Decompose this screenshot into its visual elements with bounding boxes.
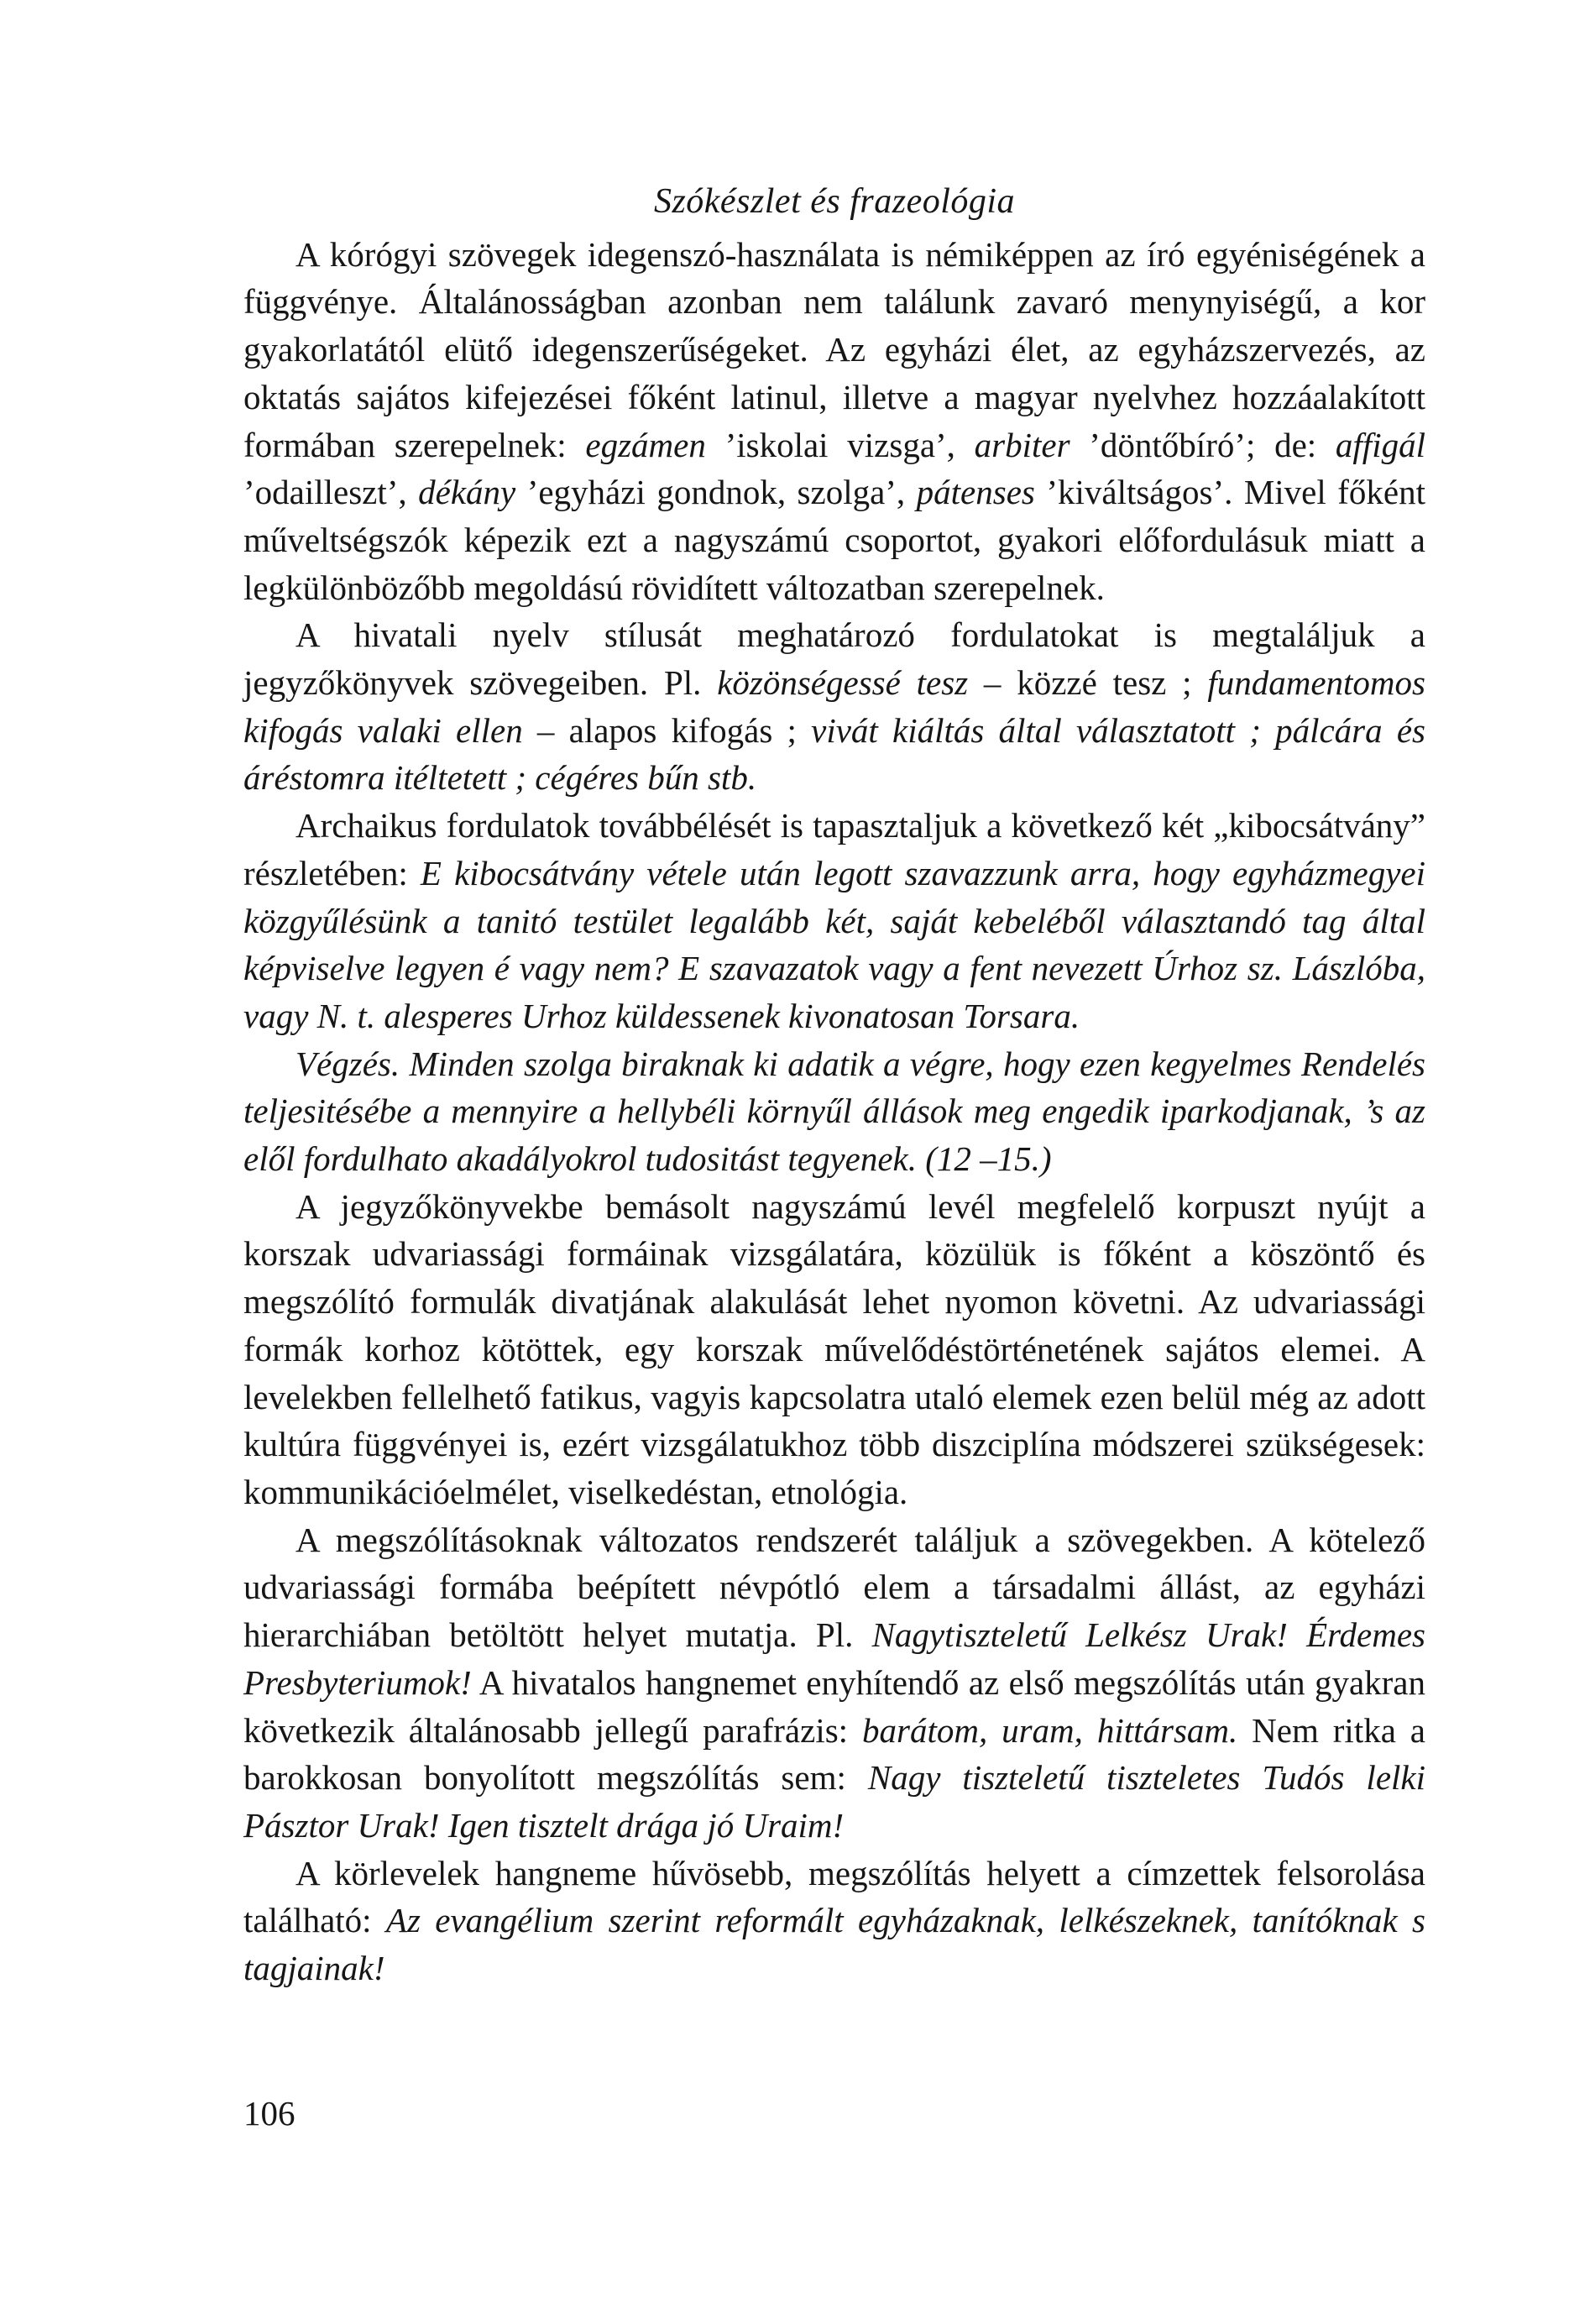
text-run: A jegyzőkönyvekbe bemásolt nagyszámú levél megfelelő korpuszt nyújt a korszak udvariassági formáinak vizsgálatára, közülük is főként a köszöntő és megszólító formulák divatjának alakulását lehet nyomon követni. Az udvariassági formák korhoz kötöttek, egy korszak művelődéstörténetének sajátos elemei. A levelekben fellelhető fatikus, vagyis kapcsolatra utaló elemek ezen belül még az adott kultúra függvényei is, ezért vizsgálatukhoz több diszciplína módszerei szükségesek: kommunikációelmélet, viselkedéstan, etnológia.: [243, 1186, 1425, 1511]
text-run: Nem ritka a barokkosan bonyolított megszólítás sem:: [243, 1710, 1426, 1798]
italic-text-run: affigál: [1335, 425, 1425, 464]
italic-text-run: Végzés. Minden szolga biraknak ki adatik a végre, hogy ezen kegyelmes Rendelés teljesitésébe a mennyire a hellybéli környűl állások meg engedik iparkodjanak, ’s az elől fordulhato akadályokrol tudositást tegyenek. (12 –15.): [243, 1044, 1425, 1179]
text-run: ’kiváltságos’. Mivel főként műveltségszók képezik ezt a nagyszámú csoportot, gyakori előfordulásuk miatt a legkülönbözőbb megoldású rövidített változatban szerepelnek.: [243, 473, 1425, 607]
italic-text-run: arbiter: [974, 425, 1070, 464]
italic-text-run: Nagytiszteletű Lelkész Urak! Érdemes Presbyteriumok!: [243, 1615, 1426, 1702]
text-run: Archaikus fordulatok továbbélését is tapasztaljuk a következő két „kibocsátvány” részletében:: [243, 806, 1425, 892]
text-run: A megszólításoknak változatos rendszerét találjuk a szövegekben. A kötelező udvariassági formába beépített névpótló elem a társadalmi állást, az egyházi hierarchiában betöltött helyet mutatja. Pl.: [243, 1520, 1425, 1655]
italic-text-run: egzámen: [585, 425, 706, 464]
text-run: A kórógyi szövegek idegenszó-használata is némiképpen az író egyéniségének a függvénye. Általánosságban azonban nem találunk zavaró menynyiségű, a kor gyakorlatától elütő idegenszerűségeket. Az egyházi élet, az egyházszervezés, az oktatás sajátos kifejezései főként latinul, illetve a magyar nyelvhez hozzáalakított formában szerepelnek:: [243, 234, 1425, 464]
italic-text-run: vivát kiáltás által választatott ; pálcára és áréstomra itéltetett ; cégéres bűn stb.: [243, 710, 1425, 798]
paragraph: [243, 1850, 1425, 1992]
paragraph: [243, 611, 1425, 802]
text-run: A hivatalos hangnemet enyhítendő az első megszólítás után gyakran következik általánosabb jellegű parafrázis:: [243, 1662, 1425, 1750]
italic-text-run: pátenses: [916, 473, 1035, 512]
text-run: – közzé tesz ;: [968, 663, 1208, 703]
text-run: – alapos kifogás ;: [522, 710, 812, 750]
paragraph: [243, 1516, 1425, 1850]
text-run: ’iskolai vizsga’,: [705, 425, 975, 464]
italic-text-run: dékány: [418, 473, 516, 512]
paragraph: [243, 231, 1425, 612]
paragraph: [243, 1183, 1425, 1516]
text-body: [243, 231, 1425, 1992]
italic-text-run: közönségessé tesz: [717, 663, 969, 703]
italic-text-run: Az evangélium szerint reformált egyházaknak, lelkészeknek, tanítóknak s tagjainak!: [243, 1901, 1425, 1988]
text-run: ’odailleszt’,: [243, 473, 419, 512]
running-header: Szókészlet és frazeológia: [653, 182, 1016, 221]
text-run: ’döntőbíró’; de:: [1070, 425, 1336, 464]
page-number: 106: [243, 2094, 295, 2133]
italic-text-run: E kibocsátvány vétele után legott szavazzunk arra, hogy egyházmegyei közgyűlésünk a tanitó testület legalább két, saját kebeléből választandó tag által képviselve legyen é vagy nem? E szavazatok vagy a fent nevezett Úrhoz sz. Lászlóba, vagy N. t. alesperes Urhoz küldessenek kivonatosan Torsara.: [243, 853, 1425, 1035]
paragraph: [243, 1040, 1425, 1183]
text-run: ’egyházi gondnok, szolga’,: [515, 473, 917, 512]
italic-text-run: barátom, uram, hittársam.: [861, 1710, 1238, 1750]
page-body: [243, 178, 1425, 1992]
italic-text-run: Nagy tiszteletű tiszteletes Tudós lelki Pásztor Urak! Igen tisztelt drága jó Uraim!: [243, 1758, 1425, 1845]
text-run: A körlevelek hangneme hűvösebb, megszólítás helyett a címzettek felsorolása található:: [243, 1853, 1425, 1940]
paragraph: [243, 802, 1425, 1040]
italic-text-run: fundamentomos kifogás valaki ellen: [243, 663, 1425, 750]
text-run: A hivatali nyelv stílusát meghatározó fordulatokat is megtaláljuk a jegyzőkönyvek szövegeiben. Pl.: [243, 615, 1425, 703]
